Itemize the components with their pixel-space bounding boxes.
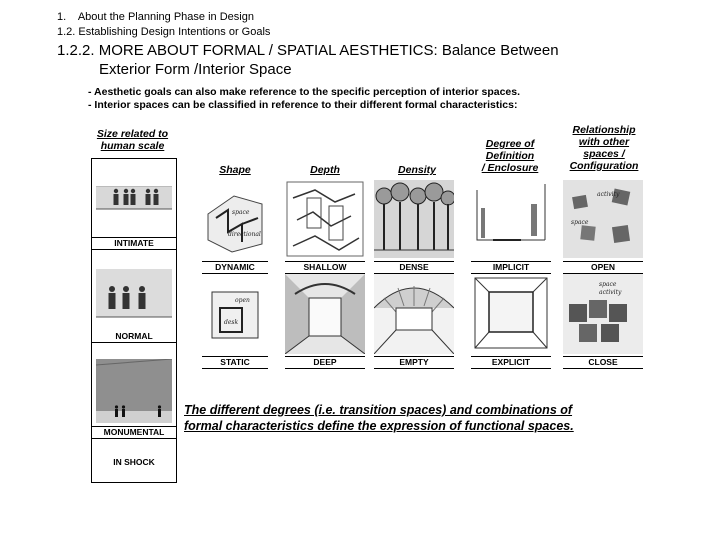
heading-definition: Degree of Definition / Enclosure bbox=[481, 138, 539, 174]
intimate-sketch bbox=[96, 177, 172, 235]
figure bbox=[85, 84, 665, 484]
shape-bottom-text-b: desk bbox=[224, 319, 239, 326]
monumental-sketch bbox=[96, 359, 172, 423]
size-heading bbox=[85, 128, 180, 152]
breadcrumb-line-2: 1.2. Establishing Design Intentions or Goals bbox=[57, 26, 271, 38]
caption bbox=[184, 402, 574, 434]
relationship-bottom-text-a: space bbox=[599, 281, 617, 288]
caption-line-2: formal characteristics define the expression of functional spaces. bbox=[184, 419, 574, 433]
shape-bottom-text-a: open bbox=[235, 297, 250, 304]
label-dynamic: DYNAMIC bbox=[202, 261, 268, 274]
depth-deep-sketch bbox=[285, 274, 365, 354]
shape-top-text-a: space bbox=[232, 209, 250, 216]
breadcrumb-line-1 bbox=[57, 11, 254, 24]
size-heading-line-2: human scale bbox=[100, 140, 165, 152]
label-normal: NORMAL bbox=[92, 331, 176, 343]
heading-shape: Shape bbox=[219, 164, 251, 176]
label-intimate: INTIMATE bbox=[92, 237, 176, 250]
breadcrumb-number: 1. bbox=[57, 11, 67, 23]
relationship-close-sketch bbox=[563, 274, 643, 354]
label-static: STATIC bbox=[202, 356, 268, 369]
size-heading-line-1: Size related to bbox=[96, 128, 169, 140]
heading-relationship: Relationship with other spaces / Configuration bbox=[569, 124, 639, 172]
page-title-line-1: 1.2.2. MORE ABOUT FORMAL / SPATIAL AESTHETICS: Balance Between bbox=[57, 42, 559, 59]
label-close: CLOSE bbox=[563, 356, 643, 369]
heading-density: Density bbox=[398, 164, 436, 176]
page-title-line-2: Exterior Form /Interior Space bbox=[99, 61, 292, 78]
density-dense-sketch bbox=[374, 180, 454, 258]
label-open: OPEN bbox=[563, 261, 643, 274]
bullet-2: - Interior spaces can be classified in reference to their different formal characteristics: bbox=[88, 99, 518, 111]
caption-line-1: The different degrees (i.e. transition spaces) and combinations of bbox=[184, 403, 573, 417]
bullet-1: - Aesthetic goals can also make reference to the specific perception of interior spaces. bbox=[88, 86, 521, 98]
shape-dynamic-sketch bbox=[202, 184, 268, 258]
label-monumental: MONUMENTAL bbox=[92, 426, 176, 439]
label-implicit: IMPLICIT bbox=[471, 261, 551, 274]
normal-sketch bbox=[96, 269, 172, 329]
label-explicit: EXPLICIT bbox=[471, 356, 551, 369]
label-deep: DEEP bbox=[285, 356, 365, 369]
shape-static-sketch bbox=[202, 280, 268, 354]
relationship-bottom-text-b: activity bbox=[599, 289, 622, 296]
relationship-top-text-a: activity bbox=[597, 191, 620, 198]
size-column-frame bbox=[91, 158, 177, 483]
depth-shallow-sketch bbox=[285, 180, 365, 258]
definition-implicit-sketch bbox=[471, 180, 551, 258]
breadcrumb-text: About the Planning Phase in Design bbox=[77, 11, 254, 23]
relationship-top-text-b: space bbox=[571, 219, 589, 226]
relationship-open-sketch bbox=[563, 180, 643, 258]
label-shallow: SHALLOW bbox=[285, 261, 365, 274]
label-dense: DENSE bbox=[374, 261, 454, 274]
label-empty: EMPTY bbox=[374, 356, 454, 369]
shape-top-text-b: directional bbox=[228, 231, 261, 238]
label-in-shock: IN SHOCK bbox=[113, 457, 155, 467]
density-empty-sketch bbox=[374, 274, 454, 354]
definition-explicit-sketch bbox=[471, 274, 551, 354]
heading-depth: Depth bbox=[310, 164, 340, 176]
